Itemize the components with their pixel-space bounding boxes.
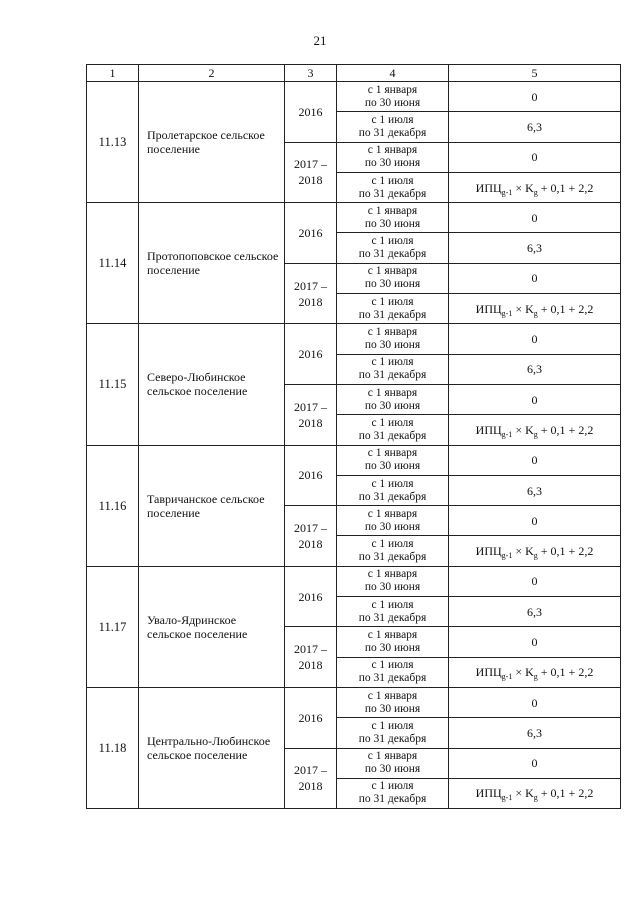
column-header: 5 xyxy=(449,65,621,82)
period-from: с 1 июля xyxy=(371,416,414,429)
period-to: по 31 декабря xyxy=(358,793,427,806)
column-header: 4 xyxy=(337,65,449,82)
period-to: по 31 декабря xyxy=(358,248,427,261)
value-cell: 6,3 xyxy=(449,112,621,142)
period-cell xyxy=(337,203,449,233)
period-from: с 1 января xyxy=(367,628,418,641)
period-to: по 31 декабря xyxy=(358,672,427,685)
row-number: 11.18 xyxy=(87,687,139,808)
period-cell xyxy=(337,475,449,505)
period-cell xyxy=(337,445,449,475)
period-from: с 1 января xyxy=(367,265,418,278)
period-from: с 1 января xyxy=(367,507,418,520)
page-number: 21 xyxy=(313,33,327,48)
settlement-name: Северо-Любинское сельское поселение xyxy=(139,324,285,445)
period-from: с 1 января xyxy=(367,750,418,763)
row-number: 11.16 xyxy=(87,445,139,566)
period-to: по 30 июня xyxy=(364,278,421,291)
period-from: с 1 июля xyxy=(371,659,414,672)
period-to: по 31 декабря xyxy=(358,490,427,503)
period-to: по 30 июня xyxy=(364,460,421,473)
period-from: с 1 января xyxy=(367,83,418,96)
settlement-name: Пролетарское сельское поселение xyxy=(139,82,285,203)
settlement-name: Центрально-Любинское сельское поселение xyxy=(139,687,285,808)
row-number: 11.15 xyxy=(87,324,139,445)
period-to: по 31 декабря xyxy=(358,551,427,564)
period-from: с 1 января xyxy=(367,568,418,581)
period-from: с 1 января xyxy=(367,326,418,339)
settlement-name: Тавричанское сельское поселение xyxy=(139,445,285,566)
year-cell: 2016 xyxy=(285,687,337,748)
period-from: с 1 июля xyxy=(371,295,414,308)
period-from: с 1 января xyxy=(367,144,418,157)
period-cell xyxy=(337,112,449,142)
period-cell xyxy=(337,384,449,414)
formula-cell xyxy=(449,536,621,566)
period-cell xyxy=(337,415,449,445)
value-cell: 0 xyxy=(449,142,621,172)
period-to: по 31 декабря xyxy=(358,308,427,321)
period-from: с 1 января xyxy=(367,447,418,460)
period-from: с 1 июля xyxy=(371,780,414,793)
table-row xyxy=(87,687,621,717)
year-cell: 2016 xyxy=(285,203,337,264)
value-cell: 0 xyxy=(449,566,621,596)
formula-cell xyxy=(449,172,621,202)
column-header: 1 xyxy=(87,65,139,82)
year-cell: 2017 – 2018 xyxy=(285,506,337,567)
formula-cell xyxy=(449,415,621,445)
row-number: 11.13 xyxy=(87,82,139,203)
tariff-formula: $ИПЦ_{g-1} \times K_g + 0,1 + 2,2$ xyxy=(475,422,594,439)
table-row xyxy=(87,203,621,233)
period-to: по 30 июня xyxy=(364,96,421,109)
settlement-name: Протопоповское сельское поселение xyxy=(139,203,285,324)
period-from: с 1 июля xyxy=(371,113,414,126)
period-from: с 1 января xyxy=(367,689,418,702)
value-cell: 0 xyxy=(449,627,621,657)
row-number: 11.14 xyxy=(87,203,139,324)
period-to: по 30 июня xyxy=(364,157,421,170)
value-cell: 0 xyxy=(449,384,621,414)
table-row xyxy=(87,324,621,354)
period-cell xyxy=(337,657,449,687)
period-cell xyxy=(337,82,449,112)
period-from: с 1 января xyxy=(367,386,418,399)
column-header: 3 xyxy=(285,65,337,82)
year-cell: 2017 – 2018 xyxy=(285,748,337,809)
row-number: 11.17 xyxy=(87,566,139,687)
period-cell xyxy=(337,566,449,596)
period-cell xyxy=(337,354,449,384)
year-cell: 2017 – 2018 xyxy=(285,142,337,203)
period-to: по 31 декабря xyxy=(358,732,427,745)
period-to: по 30 июня xyxy=(364,641,421,654)
tariff-formula: $ИПЦ_{g-1} \times K_g + 0,1 + 2,2$ xyxy=(475,786,594,803)
period-cell xyxy=(337,324,449,354)
period-cell xyxy=(337,748,449,778)
year-cell: 2016 xyxy=(285,445,337,506)
period-to: по 30 июня xyxy=(364,763,421,776)
table-row xyxy=(87,566,621,596)
year-cell: 2016 xyxy=(285,566,337,627)
value-cell: 6,3 xyxy=(449,354,621,384)
year-cell: 2016 xyxy=(285,324,337,385)
settlement-name: Увало-Ядринское сельское поселение xyxy=(139,566,285,687)
value-cell: 6,3 xyxy=(449,597,621,627)
period-cell xyxy=(337,172,449,202)
table-row xyxy=(87,82,621,112)
period-to: по 30 июня xyxy=(364,520,421,533)
value-cell: 0 xyxy=(449,506,621,536)
period-from: с 1 июля xyxy=(371,174,414,187)
period-cell xyxy=(337,142,449,172)
period-cell xyxy=(337,597,449,627)
period-to: по 30 июня xyxy=(364,217,421,230)
period-to: по 30 июня xyxy=(364,702,421,715)
value-cell: 0 xyxy=(449,748,621,778)
value-cell: 6,3 xyxy=(449,475,621,505)
period-to: по 31 декабря xyxy=(358,429,427,442)
value-cell: 6,3 xyxy=(449,718,621,748)
period-from: с 1 июля xyxy=(371,235,414,248)
year-cell: 2017 – 2018 xyxy=(285,627,337,688)
period-from: с 1 июля xyxy=(371,477,414,490)
value-cell: 0 xyxy=(449,445,621,475)
period-cell xyxy=(337,263,449,293)
period-from: с 1 июля xyxy=(371,356,414,369)
value-cell: 0 xyxy=(449,82,621,112)
formula-cell xyxy=(449,778,621,808)
period-from: с 1 июля xyxy=(371,598,414,611)
period-to: по 31 декабря xyxy=(358,611,427,624)
tariff-formula: $ИПЦ_{g-1} \times K_g + 0,1 + 2,2$ xyxy=(475,544,594,561)
tariff-formula: $ИПЦ_{g-1} \times K_g + 0,1 + 2,2$ xyxy=(475,665,594,682)
value-cell: 6,3 xyxy=(449,233,621,263)
period-from: с 1 июля xyxy=(371,719,414,732)
year-cell: 2017 – 2018 xyxy=(285,384,337,445)
formula-cell xyxy=(449,294,621,324)
period-cell xyxy=(337,718,449,748)
value-cell: 0 xyxy=(449,687,621,717)
period-to: по 31 декабря xyxy=(358,187,427,200)
period-to: по 31 декабря xyxy=(358,369,427,382)
period-to: по 30 июня xyxy=(364,339,421,352)
value-cell: 0 xyxy=(449,263,621,293)
period-to: по 31 декабря xyxy=(358,126,427,139)
period-from: с 1 января xyxy=(367,204,418,217)
tariff-formula: $ИПЦ_{g-1} \times K_g + 0,1 + 2,2$ xyxy=(475,180,594,197)
tariff-formula: $ИПЦ_{g-1} \times K_g + 0,1 + 2,2$ xyxy=(475,301,594,318)
period-from: с 1 июля xyxy=(371,538,414,551)
value-cell: 0 xyxy=(449,203,621,233)
period-to: по 30 июня xyxy=(364,399,421,412)
period-cell xyxy=(337,294,449,324)
period-cell xyxy=(337,233,449,263)
period-cell xyxy=(337,687,449,717)
year-cell: 2016 xyxy=(285,82,337,143)
table-header-row xyxy=(87,65,621,82)
year-cell: 2017 – 2018 xyxy=(285,263,337,324)
period-cell xyxy=(337,627,449,657)
period-to: по 30 июня xyxy=(364,581,421,594)
formula-cell xyxy=(449,657,621,687)
period-cell xyxy=(337,778,449,808)
table-row xyxy=(87,445,621,475)
period-cell xyxy=(337,536,449,566)
value-cell: 0 xyxy=(449,324,621,354)
period-cell xyxy=(337,506,449,536)
column-header: 2 xyxy=(139,65,285,82)
tariff-table xyxy=(86,64,621,809)
